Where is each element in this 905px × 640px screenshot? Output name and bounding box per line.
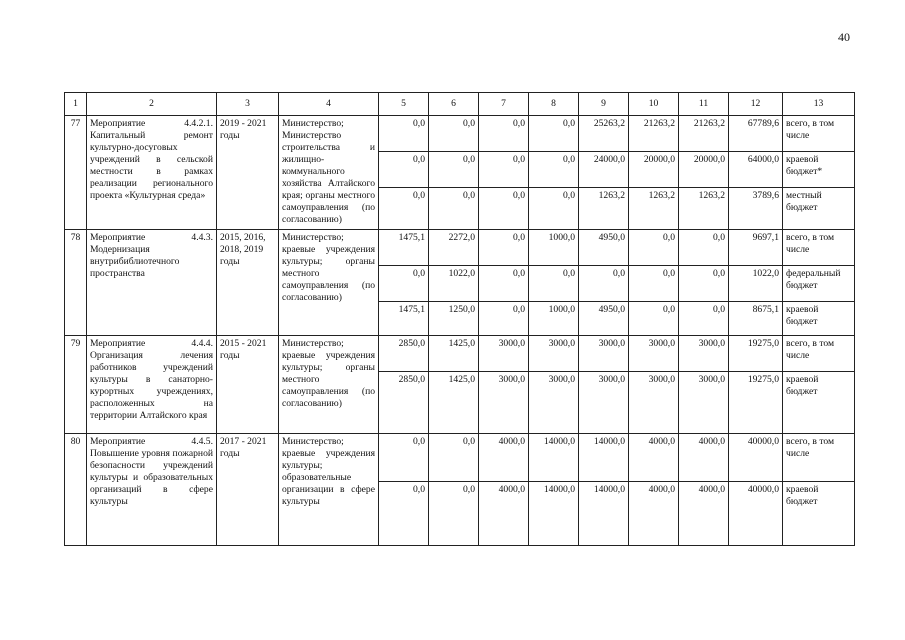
years-cell: 2019 - 2021 годы [217, 116, 279, 230]
header-cell: 8 [529, 93, 579, 116]
budget-table [64, 92, 855, 546]
amount-cell: 14000,0 [579, 482, 629, 546]
amount-cell: 0,0 [479, 230, 529, 266]
executors-cell: Министерство; Министерство строительства и жилищно-коммунального хозяйства Алтайского края; органы местного самоуправления (по согласованию) [279, 116, 379, 230]
measure-name: Мероприятие 4.4.5. Повышение уровня пожарной безопасности учреждений культуры и образовательных организаций в сфере культуры [87, 434, 217, 546]
amount-cell: 4000,0 [679, 482, 729, 546]
amount-cell: 3000,0 [579, 372, 629, 434]
amount-cell: 0,0 [579, 266, 629, 302]
funding-source-cell: краевой бюджет [783, 482, 855, 546]
amount-cell: 4000,0 [679, 434, 729, 482]
amount-cell: 0,0 [529, 152, 579, 188]
funding-source-cell: местный бюджет [783, 188, 855, 230]
row-number: 80 [65, 434, 87, 546]
amount-cell: 2850,0 [379, 336, 429, 372]
funding-source-cell: федеральный бюджет [783, 266, 855, 302]
table-row [65, 434, 855, 482]
page-number: 40 [838, 30, 850, 44]
row-number: 77 [65, 116, 87, 230]
funding-source-cell: краевой бюджет [783, 302, 855, 336]
amount-cell: 3000,0 [529, 372, 579, 434]
amount-cell: 0,0 [529, 188, 579, 230]
executors-cell: Министерство; краевые учреждения культуры; органы местного самоуправления (по согласованию) [279, 230, 379, 336]
years-cell: 2015, 2016, 2018, 2019 годы [217, 230, 279, 336]
amount-cell: 0,0 [529, 266, 579, 302]
amount-cell: 3789,6 [729, 188, 783, 230]
funding-source-cell: краевой бюджет [783, 372, 855, 434]
funding-source-cell: всего, в том числе [783, 434, 855, 482]
amount-cell: 1263,2 [679, 188, 729, 230]
amount-cell: 0,0 [529, 116, 579, 152]
amount-cell: 3000,0 [679, 336, 729, 372]
funding-source-cell: всего, в том числе [783, 336, 855, 372]
amount-cell: 1425,0 [429, 372, 479, 434]
years-cell: 2017 - 2021 годы [217, 434, 279, 546]
amount-cell: 64000,0 [729, 152, 783, 188]
amount-cell: 1263,2 [579, 188, 629, 230]
amount-cell: 0,0 [629, 302, 679, 336]
amount-cell: 9697,1 [729, 230, 783, 266]
amount-cell: 24000,0 [579, 152, 629, 188]
amount-cell: 0,0 [379, 434, 429, 482]
header-cell: 13 [783, 93, 855, 116]
measure-name: Мероприятие 4.4.3. Модернизация внутрибиблиотечного пространства [87, 230, 217, 336]
amount-cell: 25263,2 [579, 116, 629, 152]
amount-cell: 1022,0 [429, 266, 479, 302]
amount-cell: 0,0 [679, 230, 729, 266]
amount-cell: 0,0 [429, 188, 479, 230]
header-cell: 11 [679, 93, 729, 116]
amount-cell: 0,0 [679, 302, 729, 336]
amount-cell: 0,0 [379, 266, 429, 302]
amount-cell: 8675,1 [729, 302, 783, 336]
amount-cell: 4000,0 [479, 482, 529, 546]
header-cell: 4 [279, 93, 379, 116]
funding-source-cell: всего, в том числе [783, 230, 855, 266]
amount-cell: 3000,0 [479, 372, 529, 434]
amount-cell: 2272,0 [429, 230, 479, 266]
header-cell: 7 [479, 93, 529, 116]
years-cell: 2015 - 2021 годы [217, 336, 279, 434]
amount-cell: 0,0 [379, 482, 429, 546]
header-cell: 10 [629, 93, 679, 116]
amount-cell: 0,0 [479, 266, 529, 302]
amount-cell: 1022,0 [729, 266, 783, 302]
amount-cell: 1250,0 [429, 302, 479, 336]
amount-cell: 3000,0 [629, 336, 679, 372]
header-cell: 2 [87, 93, 217, 116]
amount-cell: 0,0 [479, 188, 529, 230]
header-cell: 6 [429, 93, 479, 116]
amount-cell: 21263,2 [629, 116, 679, 152]
amount-cell: 19275,0 [729, 372, 783, 434]
amount-cell: 0,0 [629, 230, 679, 266]
amount-cell: 3000,0 [579, 336, 629, 372]
table-row [65, 116, 855, 152]
amount-cell: 0,0 [429, 482, 479, 546]
amount-cell: 19275,0 [729, 336, 783, 372]
executors-cell: Министерство; краевые учреждения культуры; образовательные организации в сфере культуры [279, 434, 379, 546]
amount-cell: 1425,0 [429, 336, 479, 372]
header-cell: 1 [65, 93, 87, 116]
amount-cell: 3000,0 [679, 372, 729, 434]
amount-cell: 4950,0 [579, 230, 629, 266]
amount-cell: 0,0 [379, 152, 429, 188]
amount-cell: 14000,0 [529, 434, 579, 482]
amount-cell: 1000,0 [529, 302, 579, 336]
amount-cell: 0,0 [429, 434, 479, 482]
amount-cell: 0,0 [429, 116, 479, 152]
table-row [65, 230, 855, 266]
table-row [65, 336, 855, 372]
amount-cell: 0,0 [379, 116, 429, 152]
amount-cell: 4950,0 [579, 302, 629, 336]
amount-cell: 0,0 [479, 152, 529, 188]
funding-source-cell: краевой бюджет* [783, 152, 855, 188]
amount-cell: 4000,0 [479, 434, 529, 482]
row-number: 79 [65, 336, 87, 434]
amount-cell: 0,0 [679, 266, 729, 302]
amount-cell: 14000,0 [579, 434, 629, 482]
amount-cell: 3000,0 [629, 372, 679, 434]
amount-cell: 21263,2 [679, 116, 729, 152]
amount-cell: 1263,2 [629, 188, 679, 230]
measure-name: Мероприятие 4.4.4. Организация лечения работников учреждений культуры в санаторно-курортных учреждениях, расположенных на территории Алтайского края [87, 336, 217, 434]
amount-cell: 1475,1 [379, 302, 429, 336]
funding-source-cell: всего, в том числе [783, 116, 855, 152]
amount-cell: 0,0 [429, 152, 479, 188]
amount-cell: 0,0 [379, 188, 429, 230]
header-cell: 12 [729, 93, 783, 116]
amount-cell: 40000,0 [729, 482, 783, 546]
amount-cell: 3000,0 [529, 336, 579, 372]
amount-cell: 2850,0 [379, 372, 429, 434]
header-cell: 9 [579, 93, 629, 116]
amount-cell: 20000,0 [679, 152, 729, 188]
amount-cell: 0,0 [629, 266, 679, 302]
amount-cell: 20000,0 [629, 152, 679, 188]
header-row [65, 93, 855, 116]
table-body [65, 116, 855, 546]
amount-cell: 14000,0 [529, 482, 579, 546]
amount-cell: 3000,0 [479, 336, 529, 372]
amount-cell: 4000,0 [629, 434, 679, 482]
amount-cell: 0,0 [479, 302, 529, 336]
header-cell: 5 [379, 93, 429, 116]
amount-cell: 67789,6 [729, 116, 783, 152]
header-cell: 3 [217, 93, 279, 116]
amount-cell: 1000,0 [529, 230, 579, 266]
measure-name: Мероприятие 4.4.2.1. Капитальный ремонт культурно-досуговых учреждений в сельской местности в рамках реализации регионального проекта «Культурная среда» [87, 116, 217, 230]
amount-cell: 40000,0 [729, 434, 783, 482]
amount-cell: 0,0 [479, 116, 529, 152]
executors-cell: Министерство; краевые учреждения культуры; органы местного самоуправления (по согласованию) [279, 336, 379, 434]
row-number: 78 [65, 230, 87, 336]
amount-cell: 1475,1 [379, 230, 429, 266]
amount-cell: 4000,0 [629, 482, 679, 546]
